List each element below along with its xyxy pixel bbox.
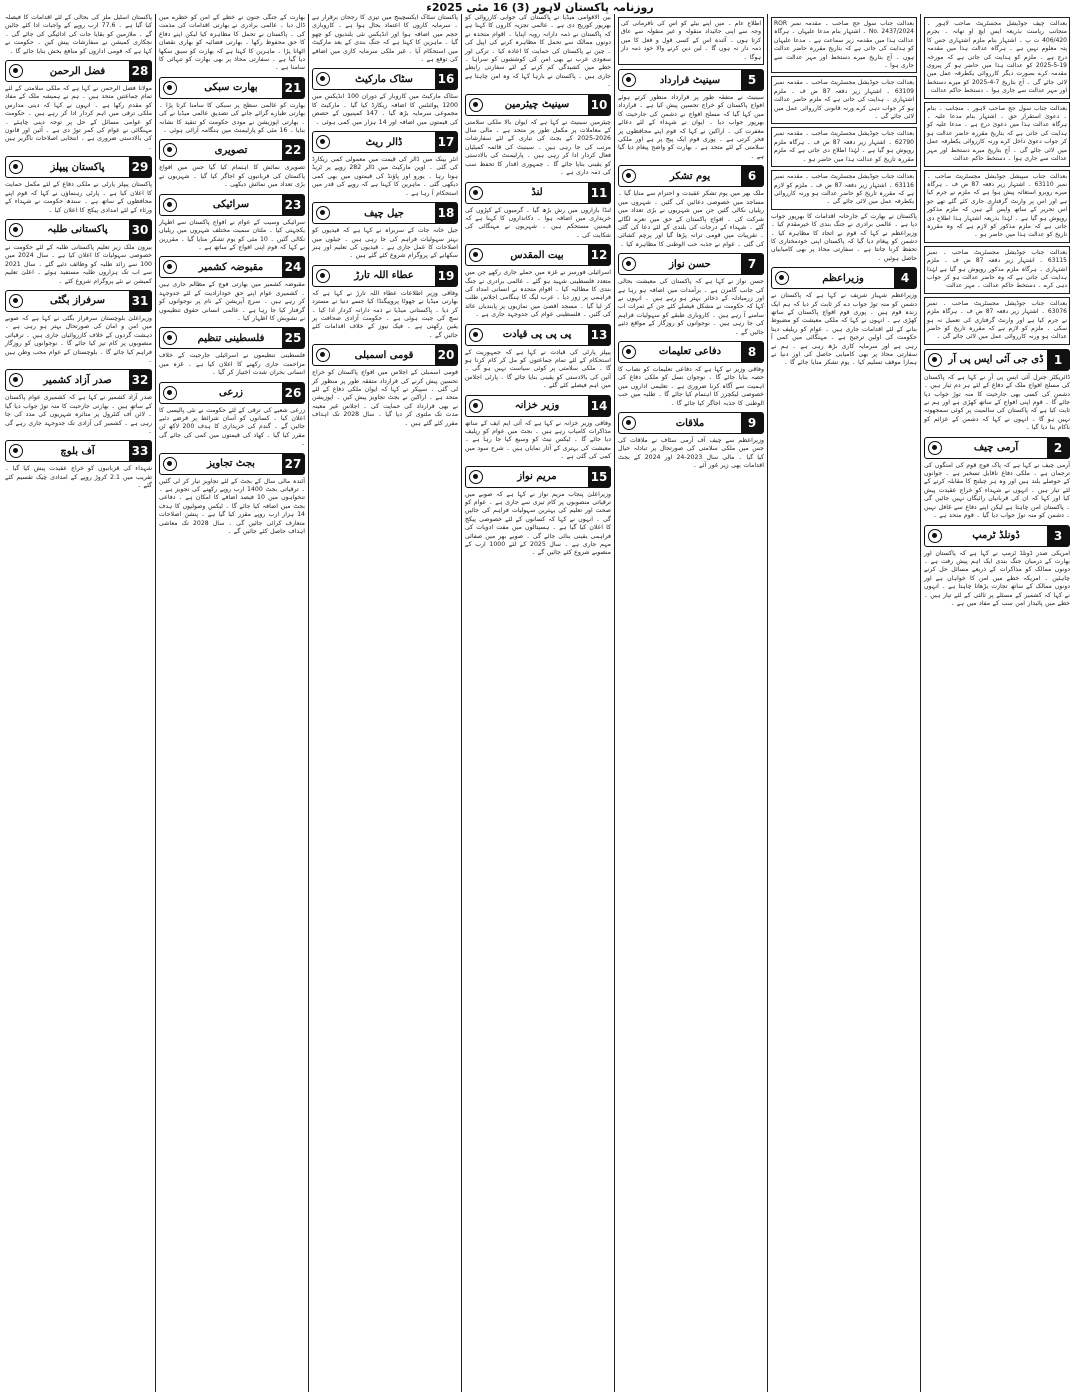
notice-text: بعدالت چیف جوڈیشل مجسٹریٹ صاحب لاہور ۔ منجانب ریاست بذریعہ ایس ایچ او تھانہ ۔ بجرم 406/420 ت پ ۔ اشتہار بنام ملزم اشتہاری جس کا پتہ معلوم نہیں ہے ۔ ہرگاہ عدالت ہذا میں مقدمہ درج ہے ۔ ملزم کو ہدایت کی جاتی ہے کہ مورخہ 19-5-2025 کو عدالت ہذا میں حاضر ہو کر پیروی مقدمہ کرے بصورت دیگر کارروائی یکطرفہ عمل میں لائی جائے گی ۔ آج بتاریخ 7-4-2025 کو میرے دستخط اور مہر عدالت سے جاری ہوا ۔ دستخط حاکم عدالت: [927, 20, 1068, 95]
newspaper-emblem-icon: [9, 160, 23, 174]
notice-text: بعدالت جناب سول جج صاحب لاہور ۔ منجانب ۔ بنام ۔ دعویٰ استقرار حق ۔ اشتہار بنام مدعا علیہ ۔ ہرگاہ عدالت ہذا میں دعویٰ درج ہے ۔ مدعا علیہ کو ہدایت کی جاتی ہے کہ بتاریخ مقررہ حاضر عدالت ہو کر جواب دعویٰ داخل کرے ورنہ کارروائی یکطرفہ عمل میں لائی جائے گی ۔ آج بتاریخ میرے دستخط اور مہر عدالت سے جاری ہوا ۔ دستخط حاکم عدالت: [927, 104, 1067, 163]
newspaper-emblem-icon: [163, 198, 177, 212]
notice-text: بعدالت جناب جوڈیشل مجسٹریٹ صاحب ۔ نمبر 63115 ۔ اشتہار زیر دفعہ 87 ض ف ۔ ملزم اشتہاری ۔ ہرگاہ ملزم مذکور روپوش ہو گیا ہے لہٰذا ہدایت کی جاتی ہے کہ وہ حاضر عدالت ہو کر جواب دہی کرے ۔ دستخط حاکم عدالت ۔ مہر عدالت: [927, 248, 1067, 290]
story-body: پاکستان سٹاک ایکسچینج میں تیزی کا رجحان برقرار ہے ۔ سرمایہ کاروں کا اعتماد بحال ہوا ہے ۔ کاروباری حجم میں اضافہ ہوا اور انڈیکس نئی بلندیوں کو چھو گیا ۔ ماہرین کا کہنا ہے کہ جنگ بندی کے بعد مارکیٹ میں استحکام آیا ۔ غیر ملکی سرمایہ کاری میں اضافے کی توقع ہے ۔: [312, 14, 458, 64]
story-number: 12: [588, 245, 610, 265]
court-notice: [771, 127, 917, 167]
story-body: وفاقی وزیر خزانہ نے کہا ہے کہ آئی ایم ایف کے ساتھ مذاکرات کامیاب رہے ہیں ۔ بجٹ میں عوام کو ریلیف دیا جائے گا ۔ ٹیکس نیٹ کو وسیع کیا جا رہا ہے ۔ معیشت کی بہتری کے آثار نمایاں ہیں ۔ شرح سود میں کمی کی گئی ہے ۔: [465, 419, 611, 461]
story-body: شہداء کی قربانیوں کو خراج عقیدت پیش کیا گیا ۔ تقریب میں 2.1 کروڑ روپے کے امدادی چیک تقسیم کئے گئے ۔: [5, 465, 153, 490]
news-column: [2, 14, 155, 1392]
story-title: یوم تشکر: [669, 170, 711, 182]
story-body: وزیراعظم شہباز شریف نے کہا ہے کہ پاکستان نے دشمن کو منہ توڑ جواب دے کر ثابت کر دیا کہ ہم ایک زندہ قوم ہیں ۔ پوری قوم افواج پاکستان کے ساتھ کھڑی ہے ۔ انہوں نے کہا کہ ملکی معیشت کو مضبوط بنانے کے لئے اقدامات جاری ہیں ۔ عوام کو ریلیف دینا حکومت کی اولین ترجیح ہے ۔ مہنگائی میں کمی آ رہی ہے اور سرمایہ کاری بڑھ رہی ہے ۔ ہم نے سفارتی محاذ پر بھی کامیابی حاصل کی اور دنیا نے ہمارا موقف تسلیم کیا ۔ یوم تشکر منایا جائے گا ۔: [771, 292, 917, 367]
story-title: صدر آزاد کشمیر: [43, 374, 112, 386]
story-headline: [465, 244, 611, 266]
newspaper-emblem-icon: [163, 260, 177, 274]
newspaper-emblem-icon: [163, 143, 177, 157]
story-number: 18: [435, 203, 457, 223]
story-headline: [5, 369, 152, 391]
court-notice: [924, 246, 1070, 294]
story-number: 10: [588, 95, 610, 115]
notice-text: بعدالت جناب سپیشل جوڈیشل مجسٹریٹ صاحب ۔ نمبر 63110 ۔ اشتہار زیر دفعہ 87 ض ف ۔ ہرگاہ میرے روبرو استغاثہ پیش ہوا ہے کہ ملزم نے جرم کیا ہے اور اس پر وارنٹ گرفتاری جاری کئے گئے تھے جو اس تحریر کے ساتھ واپس آئے ہیں کہ ملزم مذکور روپوش ہو گیا ہے ۔ لہٰذا بذریعہ اشتہار ہذا اطلاع دی جاتی ہے کہ ملزم مذکور کو لازم ہے کہ وہ مقررہ تاریخ کو عدالت ہذا میں حاضر ہو ۔: [927, 172, 1067, 239]
story-headline: [924, 525, 1070, 547]
story-headline: [159, 382, 305, 404]
story-number: 2: [1047, 438, 1069, 458]
story-body: پیپلز پارٹی کی قیادت نے کہا ہے کہ جمہوریت کے استحکام کے لئے تمام جماعتوں کو مل کر کام کرنا ہو گا ۔ ملکی سلامتی پر کوئی سیاست نہیں ہو گی ۔ آئین کی بالادستی کو یقینی بنایا جائے گا ۔ پارٹی اجلاس میں اہم فیصلے کئے گئے ۔: [465, 348, 611, 390]
story-title: قومی اسمبلی: [354, 349, 414, 361]
story-title: آف بلوچ: [60, 445, 95, 457]
story-headline: [465, 466, 611, 488]
story-number: 32: [129, 370, 151, 390]
news-column: [920, 14, 1073, 1392]
newspaper-emblem-icon: [775, 271, 789, 285]
newspaper-emblem-icon: [163, 386, 177, 400]
story-number: 11: [588, 183, 610, 203]
story-title: پاکستانی طلبہ: [47, 224, 108, 236]
story-headline: [312, 202, 458, 224]
newspaper-emblem-icon: [9, 223, 23, 237]
story-body: آئندہ مالی سال کے بجٹ کے لئے تجاویز تیار کر لی گئیں ۔ ترقیاتی بجٹ 1400 ارب روپے رکھنے کی تجویز ہے ۔ تنخواہوں میں 10 فیصد اضافے کا امکان ہے ۔ دفاعی بجٹ میں اضافہ کیا جائے گا ۔ ٹیکس وصولیوں کا ہدف 14 ہزار ارب روپے مقرر کیا گیا ہے ۔ پنشن اصلاحات متعارف کرائی جائیں گی ۔ سال 2028 تک معاشی اہداف حاصل کئے جائیں گے ۔: [159, 477, 306, 536]
story-headline: [159, 256, 305, 278]
news-column: [308, 14, 461, 1392]
story-body: آرمی چیف نے کہا ہے کہ پاک فوج قوم کی امنگوں کی ترجمان ہے ۔ ملکی دفاع ناقابل تسخیر ہے ۔ جوانوں کے حوصلے بلند ہیں اور وہ ہر چیلنج کا مقابلہ کرنے کے لئے تیار ہیں ۔ انہوں نے شہداء کو خراج عقیدت پیش کیا اور کہا کہ ان کی قربانیاں رائیگاں نہیں جائیں گی ۔ پاکستان امن چاہتا ہے لیکن اپنے دفاع سے غافل نہیں ۔ دشمن کو منہ توڑ جواب دیا گیا ۔ قوم متحد ہے ۔: [924, 461, 1070, 520]
story-title: سرائیکی: [212, 199, 250, 211]
story-title: فلسطینی تنظیم: [197, 332, 265, 344]
newspaper-emblem-icon: [469, 98, 483, 112]
story-title: لنڈ: [531, 187, 543, 198]
story-headline: [618, 165, 764, 187]
story-body: مولانا فضل الرحمن نے کہا ہے کہ ملکی سلامتی کے لئے تمام جماعتیں متحد ہیں ۔ ہم نے ہمیشہ ملک کے مفاد کو مقدم رکھا ہے ۔ انہوں نے کہا کہ دینی مدارس ملکی ترقی میں اہم کردار ادا کر رہے ہیں ۔ حکومت کو عوامی مسائل کے حل پر توجہ دینی چاہئے ۔ مہنگائی نے عوام کی کمر توڑ دی ہے ۔ آئین اور قانون کی بالادستی ضروری ہے ۔ انتخابی اصلاحات ناگزیر ہیں ۔: [5, 85, 152, 151]
story-headline: [5, 440, 152, 462]
court-notice: [618, 17, 764, 65]
story-title: سرفراز بگٹی: [50, 295, 105, 307]
story-body: بین الاقوامی میڈیا نے پاکستان کی جوابی کارروائی کو بھرپور کوریج دی ہے ۔ عالمی تجزیہ کاروں کا کہنا ہے کہ پاکستان نے ذمہ دارانہ رویہ اپنایا ۔ اقوام متحدہ نے دونوں ممالک سے تحمل کا مظاہرہ کرنے کی اپیل کی ۔ چین نے پاکستان کی حمایت کا اعادہ کیا ۔ ترکی اور سعودی عرب نے بھی امن کی کوششوں کو سراہا ۔ خطے میں کشیدگی کم کرنے کے لئے سفارتی رابطے جاری ہیں ۔ پاکستان نے بارہا کہا کہ وہ امن چاہتا ہے ۔: [465, 14, 611, 89]
story-headline: [312, 131, 458, 153]
story-headline: [5, 60, 152, 82]
newspaper-emblem-icon: [469, 328, 483, 342]
story-body: صدر آزاد کشمیر نے کہا ہے کہ کشمیری عوام پاکستان کے ساتھ ہیں ۔ بھارتی جارحیت کا منہ توڑ جواب دیا گیا ۔ لائن آف کنٹرول پر متاثرہ شہریوں کی مدد کی جا رہی ہے ۔ کشمیر کی آزادی تک جدوجہد جاری رہے گی ۔: [5, 394, 152, 435]
story-body: وفاقی وزیر اطلاعات عطاء اللہ تارڑ نے کہا ہے کہ بھارتی میڈیا نے جھوٹا پروپیگنڈا کیا جسے دنیا نے مسترد کر دیا ۔ پاکستانی میڈیا نے ذمہ دارانہ کردار ادا کیا ۔ سچ کی جیت ہوئی ہے ۔ حکومت آزادی صحافت پر یقین رکھتی ہے ۔ فیک نیوز کے خلاف اقدامات کئے جائیں گے ۔: [312, 289, 458, 339]
newspaper-emblem-icon: [622, 169, 636, 183]
court-notice: [771, 170, 917, 210]
story-title: سینیٹ چیئرمین: [504, 99, 570, 111]
story-title: فضل الرحمن: [49, 65, 106, 77]
story-title: ڈی جی آئی ایس پی آر: [948, 354, 1044, 366]
story-number: 15: [588, 467, 610, 487]
story-number: 3: [1047, 526, 1069, 546]
story-headline: [312, 265, 458, 287]
story-body: سرائیکی وسیب کے عوام نے افواج پاکستان سے اظہار یکجہتی کیا ۔ ملتان سمیت مختلف شہروں میں ریلیاں نکالی گئیں ۔ 10 مئی کو یوم تشکر منایا گیا ۔ مقررین نے کہا کہ قوم اپنی افواج کے ساتھ ہے ۔: [159, 218, 305, 251]
story-body: بھارت کو عالمی سطح پر سبکی کا سامنا کرنا پڑا ۔ بھارتی طیارے گرائے جانے کی تصدیق عالمی میڈیا نے کی ۔ بھارتی اپوزیشن نے مودی حکومت کو تنقید کا نشانہ بنایا ۔ 16 مئی کو پارلیمنٹ میں ہنگامہ آرائی ہوئی ۔: [159, 101, 305, 135]
newspaper-emblem-icon: [9, 64, 23, 78]
story-title: بیت المقدس: [510, 249, 564, 261]
story-headline: [5, 290, 152, 312]
story-body: پاکستان نے بھارت کے جارحانہ اقدامات کا بھرپور جواب دیا ہے ۔ عالمی برادری نے جنگ بندی کا خیرمقدم کیا ۔ وزیراعظم نے کہا کہ قوم نے اتحاد کا مظاہرہ کیا ۔ دشمن کو پیغام دیا گیا کہ پاکستان اپنی خودمختاری کا تحفظ کرنا جانتا ہے ۔ سفارتی محاذ پر بھی کامیابیاں حاصل ہوئیں ۔: [771, 212, 917, 262]
story-number: 1: [1047, 350, 1069, 370]
story-headline: [312, 68, 458, 90]
story-number: 24: [282, 257, 304, 277]
story-body: سٹاک مارکیٹ میں کاروبار کے دوران 100 انڈیکس میں 1200 پوائنٹس کا اضافہ ریکارڈ کیا گیا ۔ مارکیٹ کا مجموعی سرمایہ بڑھ گیا ۔ 147 کمپنیوں کے حصص کی قیمتوں میں اضافہ اور 14 ہزار میں کمی ہوئی ۔: [312, 93, 458, 126]
story-number: 13: [588, 325, 610, 345]
story-body: وزیراعلیٰ پنجاب مریم نواز نے کہا ہے کہ صوبے میں ترقیاتی منصوبوں پر کام تیزی سے جاری ہے ۔ عوام کو صحت اور تعلیم کی بہترین سہولیات فراہم کی جائیں گی ۔ انہوں نے کہا کہ کسانوں کے لئے خصوصی پیکج کا اعلان کیا گیا ہے ۔ ہسپتالوں میں مفت ادویات کی فراہمی یقینی بنائی جائے گی ۔ صوبے بھر میں صفائی مہم جاری ہے ۔ سال 2025 کے لئے 1000 ارب کے منصوبے شروع کئے جائیں گے ۔: [465, 490, 611, 557]
story-headline: [159, 327, 305, 349]
story-body: وزیراعظم سے چیف آف آرمی سٹاف نے ملاقات کی جس میں ملکی سلامتی کی صورتحال پر تبادلہ خیال کیا گیا ۔ مالی سال 2023-24 اور 2024 کے بجٹ اقدامات بھی زیر غور آئے ۔: [618, 437, 764, 470]
story-headline: [5, 156, 152, 178]
newspaper-emblem-icon: [163, 331, 177, 345]
story-body: مقبوضہ کشمیر میں بھارتی فوج کے مظالم جاری ہیں ۔ کشمیری عوام اپنے حق خودارادیت کے لئے جدوجہد کر رہے ہیں ۔ سرچ آپریشن کے نام پر نوجوانوں کو گرفتار کیا جا رہا ہے ۔ عالمی انسانی حقوق تنظیموں نے تشویش کا اظہار کیا ۔: [159, 281, 305, 322]
story-body: حسن نواز نے کہا ہے کہ پاکستان کی معیشت بحالی کی جانب گامزن ہے ۔ برآمدات میں اضافہ ہو رہا ہے اور زرمبادلہ کے ذخائر بہتر ہو رہے ہیں ۔ انہوں نے کہا کہ حکومت نے مشکل فیصلے کئے جن کے ثمرات اب سامنے آ رہے ہیں ۔ کاروباری طبقے کو سہولیات فراہم کی جا رہی ہیں ۔ نوجوانوں کو روزگار کے مواقع دئیے جائیں گے ۔: [618, 278, 764, 336]
story-body: ڈائریکٹر جنرل آئی ایس پی آر نے کہا ہے کہ پاکستان کی مسلح افواج ملک کے دفاع کے لئے ہر دم تیار ہیں ۔ دشمن کی کسی بھی جارحیت کا منہ توڑ جواب دیا جائے گا ۔ قوم اپنی افواج کے ساتھ کھڑی ہے اور ہم نے ثابت کیا ہے کہ پاکستان کی سالمیت پر کوئی سمجھوتہ نہیں ہو گا ۔ انہوں نے کہا کہ دشمن کے عزائم کو ناکام بنا دیا گیا ۔: [924, 373, 1070, 432]
newspaper-emblem-icon: [469, 248, 483, 262]
newspaper-emblem-icon: [928, 353, 942, 367]
story-headline: [465, 182, 611, 204]
newspaper-emblem-icon: [622, 416, 636, 430]
story-body: بھارت کے جنگی جنون نے خطے کے امن کو خطرے میں ڈال دیا ۔ عالمی برادری نے بھارتی اقدامات کی مذمت کی ۔ پاکستان نے تحمل کا مظاہرہ کیا لیکن اپنے دفاع کا حق محفوظ رکھا ۔ بھارتی فضائیہ کو بھاری نقصان اٹھانا پڑا ۔ ماہرین کا کہنا ہے کہ بھارت کو سبق سکھا دیا گیا ہے ۔ سفارتی محاذ پر بھی بھارت کو تنہائی کا سامنا ہے ۔: [159, 14, 305, 72]
newspaper-emblem-icon: [622, 73, 636, 87]
notice-text: بعدالت جناب جوڈیشل مجسٹریٹ صاحب ۔ مقدمہ نمبر 63116 ۔ اشتہار زیر دفعہ 87 ض ف ۔ ملزم کو لازم ہے کہ مقررہ تاریخ کو حاضر عدالت ہو ورنہ کارروائی یکطرفہ عمل میں لائی جائے گی ۔: [774, 173, 914, 206]
newspaper-emblem-icon: [316, 135, 330, 149]
masthead-date-line: روزنامہ پاکستان لاہور (3) 16 مئی 2025ء: [426, 0, 654, 14]
story-body: فلسطینی تنظیموں نے اسرائیلی جارحیت کے خلاف مزاحمت جاری رکھنے کا اعلان کیا ہے ۔ غزہ میں انسانی بحران شدت اختیار کر گیا ۔: [159, 352, 305, 377]
story-title: ڈونلڈ ٹرمپ: [972, 530, 1020, 541]
story-headline: [465, 395, 611, 417]
story-headline: [312, 344, 458, 366]
story-body: لنڈا بازاروں میں رش بڑھ گیا ۔ گرمیوں کے کپڑوں کی خریداری میں اضافہ ہوا ۔ دکانداروں کا کہنا ہے کہ قیمتیں مستحکم ہیں ۔ شہریوں نے مہنگائی کی شکایت کی ۔: [465, 206, 611, 239]
newspaper-emblem-icon: [316, 72, 330, 86]
story-number: 5: [741, 70, 763, 90]
newspaper-emblem-icon: [316, 269, 330, 283]
story-headline: [618, 412, 764, 434]
newspaper-emblem-icon: [928, 529, 942, 543]
story-title: جیل چیف: [364, 207, 404, 219]
story-title: مریم نواز: [517, 471, 557, 483]
story-headline: [465, 94, 611, 116]
court-notice: [924, 17, 1070, 99]
story-headline: [5, 219, 152, 241]
story-title: آرمی چیف: [973, 442, 1019, 454]
story-number: 8: [741, 342, 763, 362]
notice-text: بعدالت جناب جوڈیشل مجسٹریٹ صاحب ۔ مقدمہ نمبر 63109 ۔ اشتہار زیر دفعہ 87 ض ف ۔ ملزم اشتہاری ۔ ہدایت کی جاتی ہے کہ ملزم حاضر عدالت ہو کر جواب دہی کرے ورنہ قانونی کارروائی عمل میں لائی جائے گی ۔: [774, 79, 914, 121]
story-headline: [771, 267, 917, 289]
newspaper-emblem-icon: [9, 373, 23, 387]
story-title: زرعی: [219, 387, 243, 399]
notice-text: بعدالت جناب سول جج صاحب ۔ مقدمہ نمبر ROR No. 2437/2024 ۔ اشتہار بنام مدعا علیہان ۔ ہرگاہ عدالت ہذا میں مقدمہ زیر سماعت ہے ۔ مدعا علیہان کو ہدایت کی جاتی ہے کہ بتاریخ مقررہ حاضر عدالت ہوں ۔ آج بتاریخ میرے دستخط اور مہر عدالت سے جاری ہوا ۔: [774, 20, 914, 70]
story-title: حسن نواز: [669, 258, 711, 270]
news-column: [767, 14, 920, 1392]
story-headline: [618, 253, 764, 275]
newspaper-emblem-icon: [469, 186, 483, 200]
story-body: امریکی صدر ڈونلڈ ٹرمپ نے کہا ہے کہ پاکستان اور بھارت کے درمیان جنگ بندی ایک اہم پیش رفت ہے ۔ دونوں ممالک کو مذاکرات کے ذریعے مسائل حل کرنے چاہئیں ۔ امریکہ خطے میں امن کا خواہاں ہے اور دونوں ممالک کے ساتھ تجارت بڑھانا چاہتا ہے ۔ انہوں نے کہا کہ کشمیر کے مسئلے پر ثالثی کے لئے تیار ہیں ۔ خطے میں پائیدار امن سب کے مفاد میں ہے ۔: [924, 549, 1070, 607]
story-body: تصویری نمائش کا اہتمام کیا گیا جس میں افواج پاکستان کی قربانیوں کو اجاگر کیا گیا ۔ شہریوں نے بڑی تعداد میں نمائش دیکھی ۔: [159, 164, 305, 189]
story-number: 31: [129, 291, 151, 311]
masthead: [0, 0, 1080, 14]
court-notice: [771, 76, 917, 124]
story-body: قومی اسمبلی کے اجلاس میں افواج پاکستان کو خراج تحسین پیش کرنے کی قرارداد متفقہ طور پر منظور کر لی گئی ۔ سپیکر نے کہا کہ ایوان ملکی دفاع کے لئے متحد ہے ۔ اراکین نے بجٹ تجاویز پیش کیں ۔ اپوزیشن نے بھی قرارداد کی حمایت کی ۔ اجلاس غیر معینہ مدت تک ملتوی کر دیا گیا ۔ سال 2028 تک اہداف مقرر کئے گئے ہیں ۔: [312, 369, 459, 427]
newspaper-page: [2, 14, 1073, 1392]
story-title: دفاعی تعلیمات: [658, 346, 722, 358]
story-number: 17: [435, 132, 457, 152]
story-number: 19: [435, 266, 457, 286]
court-notice: [924, 297, 1070, 345]
story-number: 20: [435, 345, 457, 365]
story-title: پی پی پی قیادت: [502, 329, 572, 341]
notice-text: بعدالت جناب جوڈیشل مجسٹریٹ صاحب ۔ مقدمہ نمبر 62790 ۔ اشتہار زیر دفعہ 87 ض ف ۔ ہرگاہ ملزم روپوش ہو گیا ہے ۔ لہٰذا اطلاع دی جاتی ہے کہ ملزم مقررہ تاریخ کو عدالت ہذا میں حاضر ہو ۔: [774, 130, 914, 163]
story-body: وزیراعلیٰ بلوچستان سرفراز بگٹی نے کہا ہے کہ صوبے میں امن و امان کی صورتحال بہتر ہو رہی ہے ۔ دہشت گردوں کے خلاف کارروائیاں جاری ہیں ۔ ترقیاتی منصوبوں پر کام تیز کیا جائے گا ۔ نوجوانوں کو روزگار فراہم کیا جائے گا ۔ بلوچستان کے عوام محب وطن ہیں ۔: [5, 314, 152, 364]
newspaper-emblem-icon: [163, 81, 177, 95]
story-body: وفاقی وزیر نے کہا ہے کہ دفاعی تعلیمات کو نصاب کا حصہ بنایا جائے گا ۔ نوجوان نسل کو ملکی دفاع کی اہمیت سے آگاہ کرنا ضروری ہے ۔ تعلیمی اداروں میں خصوصی لیکچرز کا اہتمام کیا جائے گا ۔ طلبہ میں حب الوطنی کا جذبہ اجاگر کیا جائے گا ۔: [618, 365, 764, 407]
newspaper-emblem-icon: [9, 444, 23, 458]
newspaper-emblem-icon: [316, 206, 330, 220]
story-headline: [618, 69, 764, 91]
notice-text: اطلاع عام ۔ میں اپنے بیٹے کو اس کی نافرمانی کی وجہ سے اپنی جائیداد منقولہ و غیر منقولہ سے عاق کرتا ہوں ۔ آئندہ اس کے کسی قول و فعل کا میں ذمہ دار نہ ہوں گا ۔ لین دین کرنے والا خود ذمہ دار ہوگا ۔: [621, 20, 761, 61]
story-body: پاکستان اسٹیل ملز کی بحالی کے لئے اقدامات کا فیصلہ کیا گیا ہے ۔ 77.6 ارب روپے کے واجبات ادا کئے جائیں گے ۔ ملازمین کو بقایا جات کی ادائیگی کی جائے گی ۔ نجکاری کمیشن نے سفارشات پیش کیں ۔ حکومت نے کہا ہے کہ قومی اداروں کو منافع بخش بنایا جائے گا ۔: [5, 14, 153, 55]
story-title: سینیٹ قرارداد: [659, 74, 721, 86]
court-notice: [924, 102, 1070, 167]
story-body: چیئرمین سینیٹ نے کہا ہے کہ ایوان بالا ملکی سلامتی کے معاملات پر مکمل طور پر متحد ہے ۔ مالی سال 2026-2025 کے بجٹ کی تیاری کے لئے سفارشات مرتب کی جا رہی ہیں ۔ سینیٹ کی قائمہ کمیٹیاں فعال کردار ادا کر رہی ہیں ۔ پارلیمنٹ کی بالادستی کو یقینی بنایا جائے گا ۔ جمہوری اقدار کا تحفظ سب کی ذمہ داری ہے ۔: [465, 118, 611, 177]
court-notice: [924, 170, 1070, 243]
story-number: 16: [435, 69, 457, 89]
story-body: جیل خانہ جات کے سربراہ نے کہا ہے کہ قیدیوں کو بہتر سہولیات فراہم کی جا رہی ہیں ۔ جیلوں میں اصلاحات کا عمل جاری ہے ۔ قیدیوں کی تعلیم اور ہنر سکھانے کے پروگرام شروع کئے گئے ہیں ۔: [312, 227, 458, 260]
story-body: زرعی شعبے کی ترقی کے لئے حکومت نے نئی پالیسی کا اعلان کیا ۔ کسانوں کو آسان شرائط پر قرضے دئیے جائیں گے ۔ گندم کی خریداری کا ہدف 200 لاکھ ٹن مقرر کیا گیا ۔ کھاد کی قیمتوں میں کمی کی جائے گی ۔: [159, 406, 305, 448]
story-body: پاکستان پیپلز پارٹی نے ملکی دفاع کے لئے مکمل حمایت کا اعلان کیا ہے ۔ پارٹی رہنماؤں نے کہا کہ قوم اپنے محافظوں کے ساتھ ہے ۔ سندھ حکومت نے شہداء کے ورثاء کے لئے امدادی پیکج کا اعلان کیا ۔: [5, 181, 152, 214]
notice-text: بعدالت جناب جوڈیشل مجسٹریٹ صاحب ۔ نمبر 63076 ۔ اشتہار زیر دفعہ 87 ض ف ۔ ہرگاہ ملزم نے جرم کیا ہے اور وارنٹ گرفتاری کی تعمیل نہ ہو سکی ۔ ملزم کو لازم ہے کہ مقررہ تاریخ کو حاضر عدالت ہو ورنہ کارروائی عمل میں لائی جائے گی ۔: [927, 299, 1067, 341]
story-headline: [618, 341, 764, 363]
story-number: 23: [282, 195, 304, 215]
story-body: بیرون ملک زیر تعلیم پاکستانی طلبہ کے لئے حکومت نے خصوصی سہولیات کا اعلان کیا ہے ۔ سال 2024 میں 100 سے زائد طلبہ کو وظائف دئیے گئے ۔ سال 2021 سے اب تک ہزاروں طلبہ مستفید ہوئے ۔ اعلیٰ تعلیم کمیشن نے نئے پروگرام شروع کئے ۔: [5, 243, 153, 285]
story-number: 28: [129, 61, 151, 81]
story-title: مقبوضہ کشمیر: [198, 261, 264, 273]
news-column: [155, 14, 308, 1392]
story-title: بجٹ تجاویز: [207, 458, 255, 470]
story-title: عطاء اللہ تارڑ: [354, 270, 414, 282]
story-headline: [924, 349, 1070, 371]
story-body: سینیٹ نے متفقہ طور پر قرارداد منظور کرتے ہوئے افواج پاکستان کو خراج تحسین پیش کیا ہے ۔ قرارداد میں کہا گیا کہ مسلح افواج نے دشمن کی جارحیت کا بھرپور جواب دیا ۔ ایوان نے شہداء کے لئے دعائے مغفرت کی ۔ اراکین نے کہا کہ قوم اپنے محافظوں پر فخر کرتی ہے ۔ پوری قوم ایک پیج پر ہے اور ملکی سلامتی کے لئے متحد ہے ۔ بھارت کو واضح پیغام دیا گیا ہے ۔: [618, 94, 764, 160]
story-title: وزیراعظم: [822, 272, 864, 284]
story-body: اسرائیلی فورسز نے غزہ میں حملے جاری رکھے جن میں متعدد فلسطینی شہید ہو گئے ۔ عالمی برادری نے جنگ بندی کا مطالبہ کیا ۔ اقوام متحدہ نے انسانی امداد کی فراہمی پر زور دیا ۔ عرب لیگ کا ہنگامی اجلاس طلب کر لیا گیا ۔ مسجد اقصیٰ میں نمازیوں پر پابندیاں عائد کی گئیں ۔ فلسطینی عوام کی جدوجہد جاری ہے ۔: [465, 269, 611, 319]
story-title: تصویری: [214, 144, 248, 156]
story-number: 25: [282, 328, 304, 348]
story-headline: [465, 324, 611, 346]
newspaper-emblem-icon: [163, 457, 177, 471]
story-number: 21: [282, 78, 304, 98]
story-title: وزیر خزانہ: [514, 400, 560, 412]
story-headline: [159, 77, 305, 99]
story-number: 29: [129, 157, 151, 177]
story-title: پاکستان پیپلز: [50, 161, 105, 173]
newspaper-emblem-icon: [9, 294, 23, 308]
story-headline: [159, 139, 305, 161]
newspaper-emblem-icon: [928, 441, 942, 455]
story-headline: [159, 453, 305, 475]
story-title: بھارت سبکی: [204, 82, 258, 94]
story-title: ملاقات: [675, 417, 705, 429]
newspaper-emblem-icon: [622, 257, 636, 271]
story-body: ملک بھر میں یوم تشکر عقیدت و احترام سے منایا گیا ۔ مساجد میں خصوصی دعائیں کی گئیں ۔ شہروں میں ریلیاں نکالی گئیں جن میں شہریوں نے بڑی تعداد میں شرکت کی ۔ افواج پاکستان کے حق میں نعرے لگائے گئے ۔ شہداء کے درجات کی بلندی کے لئے دعا کی گئی ۔ تقریبات میں قومی ترانہ پڑھا گیا اور پرچم کشائی کی گئی ۔ عوام نے جذبہ حب الوطنی کا مظاہرہ کیا ۔: [618, 190, 764, 248]
story-number: 9: [741, 413, 763, 433]
newspaper-emblem-icon: [469, 399, 483, 413]
story-title: سٹاک مارکیٹ: [355, 73, 413, 85]
story-headline: [924, 437, 1070, 459]
newspaper-emblem-icon: [316, 348, 330, 362]
newspaper-emblem-icon: [622, 345, 636, 359]
story-number: 26: [282, 383, 304, 403]
story-number: 4: [894, 268, 916, 288]
news-column: [461, 14, 614, 1392]
story-number: 14: [588, 396, 610, 416]
story-headline: [159, 194, 305, 216]
story-title: ڈالر ریٹ: [365, 136, 403, 148]
court-notice: [771, 17, 917, 73]
news-column: [614, 14, 767, 1392]
story-number: 27: [282, 454, 304, 474]
newspaper-emblem-icon: [469, 470, 483, 484]
story-body: انٹر بینک میں ڈالر کی قیمت میں معمولی کمی ریکارڈ کی گئی ۔ اوپن مارکیٹ میں ڈالر 282 روپے پر ٹریڈ ہوتا رہا ۔ یورو اور پاؤنڈ کی قیمتوں میں بھی کمی دیکھی گئی ۔ ماہرین کا کہنا ہے کہ روپے کی قدر میں استحکام آ رہا ہے ۔: [312, 156, 458, 197]
story-number: 33: [129, 441, 151, 461]
story-number: 7: [741, 254, 763, 274]
story-number: 6: [741, 166, 763, 186]
story-number: 30: [129, 220, 151, 240]
story-number: 22: [282, 140, 304, 160]
